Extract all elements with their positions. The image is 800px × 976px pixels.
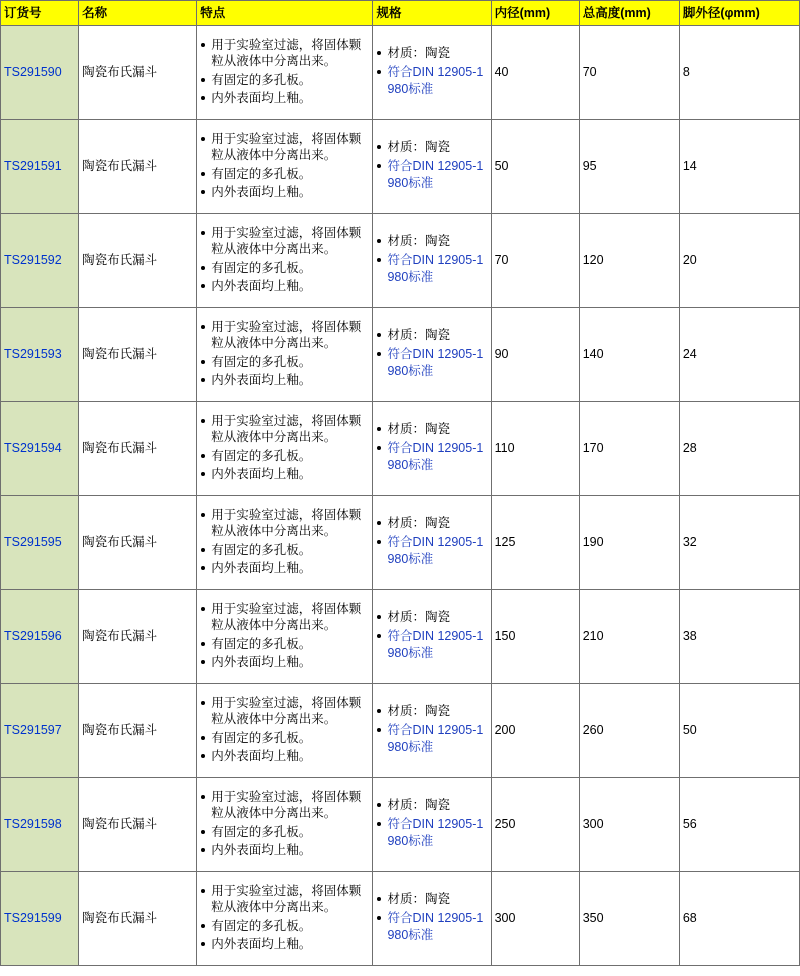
feature-bullet-list	[200, 225, 369, 295]
spec-bullet-item: 符合DIN 12905-1980标准	[376, 722, 487, 755]
cell-order-number: TS291593	[1, 308, 79, 402]
cell-specification	[373, 120, 491, 214]
cell-specification	[373, 214, 491, 308]
cell-inner-diameter: 40	[491, 26, 579, 120]
spec-bullet-item: 符合DIN 12905-1980标准	[376, 440, 487, 473]
cell-features	[197, 26, 373, 120]
spec-bullet-item: 符合DIN 12905-1980标准	[376, 252, 487, 285]
cell-inner-diameter: 110	[491, 402, 579, 496]
cell-inner-diameter: 90	[491, 308, 579, 402]
table-row	[1, 402, 800, 496]
table-row	[1, 872, 800, 966]
feature-bullet-list	[200, 507, 369, 577]
spec-bullet-list	[376, 139, 487, 192]
cell-product-name: 陶瓷布氏漏斗	[79, 214, 197, 308]
feature-bullet-item: 用于实验室过滤，将固体颗粒从液体中分离出来。	[200, 131, 369, 164]
feature-bullet-item: 内外表面均上釉。	[200, 372, 369, 389]
cell-specification	[373, 402, 491, 496]
column-header-inner-diameter: 内径(mm)	[491, 1, 579, 26]
cell-foot-outer-diameter: 56	[679, 778, 799, 872]
cell-specification	[373, 26, 491, 120]
spec-bullet-item: 符合DIN 12905-1980标准	[376, 534, 487, 567]
cell-total-height: 170	[579, 402, 679, 496]
cell-product-name: 陶瓷布氏漏斗	[79, 496, 197, 590]
cell-inner-diameter: 125	[491, 496, 579, 590]
feature-bullet-list	[200, 413, 369, 483]
spec-bullet-list	[376, 233, 487, 286]
feature-bullet-list	[200, 601, 369, 671]
feature-bullet-item: 内外表面均上釉。	[200, 748, 369, 765]
cell-foot-outer-diameter: 68	[679, 872, 799, 966]
table-row	[1, 590, 800, 684]
spec-bullet-item: 符合DIN 12905-1980标准	[376, 346, 487, 379]
cell-product-name: 陶瓷布氏漏斗	[79, 402, 197, 496]
feature-bullet-item: 有固定的多孔板。	[200, 166, 369, 183]
feature-bullet-item: 用于实验室过滤，将固体颗粒从液体中分离出来。	[200, 883, 369, 916]
feature-bullet-item: 内外表面均上釉。	[200, 654, 369, 671]
spec-bullet-item: 材质：陶瓷	[376, 327, 487, 344]
cell-foot-outer-diameter: 32	[679, 496, 799, 590]
table-row	[1, 778, 800, 872]
cell-product-name: 陶瓷布氏漏斗	[79, 26, 197, 120]
cell-features	[197, 684, 373, 778]
cell-order-number: TS291595	[1, 496, 79, 590]
cell-total-height: 190	[579, 496, 679, 590]
spec-bullet-list	[376, 45, 487, 98]
table-row	[1, 684, 800, 778]
feature-bullet-item: 内外表面均上釉。	[200, 278, 369, 295]
cell-features	[197, 778, 373, 872]
cell-total-height: 300	[579, 778, 679, 872]
feature-bullet-list	[200, 883, 369, 953]
cell-total-height: 210	[579, 590, 679, 684]
cell-order-number: TS291590	[1, 26, 79, 120]
cell-total-height: 95	[579, 120, 679, 214]
cell-order-number: TS291591	[1, 120, 79, 214]
cell-order-number: TS291597	[1, 684, 79, 778]
cell-features	[197, 590, 373, 684]
cell-features	[197, 214, 373, 308]
spec-bullet-item: 材质：陶瓷	[376, 609, 487, 626]
feature-bullet-list	[200, 695, 369, 765]
feature-bullet-item: 有固定的多孔板。	[200, 730, 369, 747]
feature-bullet-item: 有固定的多孔板。	[200, 824, 369, 841]
column-header-order-number: 订货号	[1, 1, 79, 26]
feature-bullet-list	[200, 319, 369, 389]
column-header-total-height: 总高度(mm)	[579, 1, 679, 26]
feature-bullet-list	[200, 131, 369, 201]
cell-inner-diameter: 50	[491, 120, 579, 214]
table-row	[1, 214, 800, 308]
spec-bullet-item: 材质：陶瓷	[376, 233, 487, 250]
cell-foot-outer-diameter: 38	[679, 590, 799, 684]
column-header-specification: 规格	[373, 1, 491, 26]
cell-inner-diameter: 150	[491, 590, 579, 684]
cell-specification	[373, 778, 491, 872]
cell-features	[197, 120, 373, 214]
cell-product-name: 陶瓷布氏漏斗	[79, 684, 197, 778]
feature-bullet-item: 有固定的多孔板。	[200, 354, 369, 371]
cell-product-name: 陶瓷布氏漏斗	[79, 778, 197, 872]
feature-bullet-item: 用于实验室过滤，将固体颗粒从液体中分离出来。	[200, 601, 369, 634]
spec-bullet-item: 符合DIN 12905-1980标准	[376, 910, 487, 943]
table-row	[1, 120, 800, 214]
column-header-features: 特点	[197, 1, 373, 26]
cell-total-height: 70	[579, 26, 679, 120]
cell-product-name: 陶瓷布氏漏斗	[79, 872, 197, 966]
spec-bullet-item: 材质：陶瓷	[376, 139, 487, 156]
cell-specification	[373, 496, 491, 590]
cell-product-name: 陶瓷布氏漏斗	[79, 590, 197, 684]
spec-bullet-item: 符合DIN 12905-1980标准	[376, 628, 487, 661]
feature-bullet-item: 有固定的多孔板。	[200, 542, 369, 559]
feature-bullet-item: 有固定的多孔板。	[200, 260, 369, 277]
spec-bullet-list	[376, 891, 487, 944]
table-row	[1, 308, 800, 402]
cell-specification	[373, 684, 491, 778]
cell-inner-diameter: 300	[491, 872, 579, 966]
feature-bullet-item: 用于实验室过滤，将固体颗粒从液体中分离出来。	[200, 319, 369, 352]
table-body	[1, 26, 800, 966]
column-header-name: 名称	[79, 1, 197, 26]
cell-product-name: 陶瓷布氏漏斗	[79, 120, 197, 214]
spec-bullet-item: 材质：陶瓷	[376, 45, 487, 62]
spec-bullet-list	[376, 327, 487, 380]
feature-bullet-item: 内外表面均上釉。	[200, 184, 369, 201]
feature-bullet-item: 用于实验室过滤，将固体颗粒从液体中分离出来。	[200, 789, 369, 822]
feature-bullet-item: 用于实验室过滤，将固体颗粒从液体中分离出来。	[200, 225, 369, 258]
cell-inner-diameter: 200	[491, 684, 579, 778]
spec-bullet-item: 材质：陶瓷	[376, 891, 487, 908]
feature-bullet-item: 内外表面均上釉。	[200, 90, 369, 107]
cell-product-name: 陶瓷布氏漏斗	[79, 308, 197, 402]
cell-features	[197, 496, 373, 590]
cell-features	[197, 872, 373, 966]
spec-bullet-list	[376, 609, 487, 662]
feature-bullet-item: 有固定的多孔板。	[200, 918, 369, 935]
cell-order-number: TS291599	[1, 872, 79, 966]
cell-order-number: TS291598	[1, 778, 79, 872]
spec-bullet-item: 材质：陶瓷	[376, 515, 487, 532]
spec-bullet-item: 符合DIN 12905-1980标准	[376, 816, 487, 849]
feature-bullet-item: 用于实验室过滤，将固体颗粒从液体中分离出来。	[200, 695, 369, 728]
cell-specification	[373, 308, 491, 402]
cell-order-number: TS291592	[1, 214, 79, 308]
cell-foot-outer-diameter: 14	[679, 120, 799, 214]
header-row	[1, 1, 800, 26]
feature-bullet-item: 用于实验室过滤，将固体颗粒从液体中分离出来。	[200, 413, 369, 446]
cell-total-height: 260	[579, 684, 679, 778]
table-header	[1, 1, 800, 26]
cell-foot-outer-diameter: 50	[679, 684, 799, 778]
spec-bullet-item: 材质：陶瓷	[376, 703, 487, 720]
table-row	[1, 496, 800, 590]
cell-features	[197, 308, 373, 402]
spec-bullet-list	[376, 421, 487, 474]
spec-bullet-item: 符合DIN 12905-1980标准	[376, 158, 487, 191]
table-row	[1, 26, 800, 120]
cell-inner-diameter: 250	[491, 778, 579, 872]
feature-bullet-item: 有固定的多孔板。	[200, 72, 369, 89]
feature-bullet-list	[200, 789, 369, 859]
spec-bullet-item: 符合DIN 12905-1980标准	[376, 64, 487, 97]
feature-bullet-item: 内外表面均上釉。	[200, 560, 369, 577]
spec-bullet-item: 材质：陶瓷	[376, 797, 487, 814]
feature-bullet-item: 用于实验室过滤，将固体颗粒从液体中分离出来。	[200, 507, 369, 540]
cell-foot-outer-diameter: 24	[679, 308, 799, 402]
feature-bullet-list	[200, 37, 369, 107]
spec-bullet-list	[376, 703, 487, 756]
cell-order-number: TS291594	[1, 402, 79, 496]
feature-bullet-item: 内外表面均上釉。	[200, 936, 369, 953]
cell-specification	[373, 590, 491, 684]
cell-foot-outer-diameter: 8	[679, 26, 799, 120]
cell-foot-outer-diameter: 20	[679, 214, 799, 308]
feature-bullet-item: 有固定的多孔板。	[200, 636, 369, 653]
cell-foot-outer-diameter: 28	[679, 402, 799, 496]
feature-bullet-item: 用于实验室过滤，将固体颗粒从液体中分离出来。	[200, 37, 369, 70]
column-header-foot-outer-diameter: 脚外径(φmm)	[679, 1, 799, 26]
feature-bullet-item: 内外表面均上釉。	[200, 842, 369, 859]
feature-bullet-item: 有固定的多孔板。	[200, 448, 369, 465]
cell-total-height: 350	[579, 872, 679, 966]
cell-order-number: TS291596	[1, 590, 79, 684]
spec-bullet-list	[376, 797, 487, 850]
spec-bullet-list	[376, 515, 487, 568]
cell-specification	[373, 872, 491, 966]
cell-total-height: 140	[579, 308, 679, 402]
cell-features	[197, 402, 373, 496]
spec-bullet-item: 材质：陶瓷	[376, 421, 487, 438]
cell-total-height: 120	[579, 214, 679, 308]
cell-inner-diameter: 70	[491, 214, 579, 308]
feature-bullet-item: 内外表面均上釉。	[200, 466, 369, 483]
